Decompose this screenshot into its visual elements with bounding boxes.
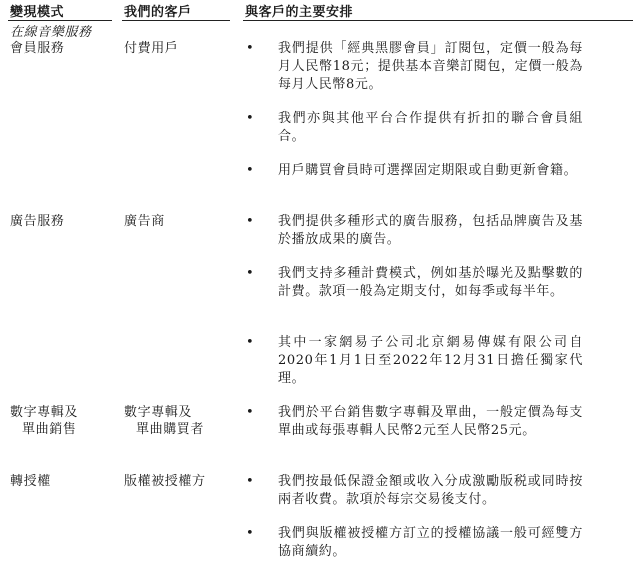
row-mode: 會員服務 <box>10 41 65 56</box>
row-mode: 廣告服務 <box>10 214 65 229</box>
row-customer: 版權被授權方 <box>124 474 206 489</box>
table-header <box>0 0 640 22</box>
bullet-icon: • <box>246 214 254 229</box>
bullet-icon: • <box>246 163 254 178</box>
header-customers: 我們的客戶 <box>124 5 192 20</box>
row-mode: 轉授權 <box>10 474 51 489</box>
bullet-icon: • <box>246 266 254 281</box>
bullet-icon: • <box>246 335 254 350</box>
row-customer-line-2: 單曲購買者 <box>136 422 205 437</box>
arrangement-item: 我們於平台銷售數字專輯及單曲，一般定價為每支單曲或每張專輯人民幣2元至人民幣25元。 <box>278 405 583 438</box>
bullet-icon: • <box>246 474 254 489</box>
arrangement-item: 其中一家網易子公司北京網易傳媒有限公司自2020年1月1日至2022年12月31日擔任獨家代理。 <box>278 335 583 386</box>
arrangement-item: 我們與版權被授權方訂立的授權協議一般可經雙方協商續約。 <box>278 526 583 559</box>
arrangement-item: 我們亦與其他平台合作提供有折扣的聯合會員組合。 <box>278 111 583 144</box>
arrangement-item: 我們支持多種計費模式，例如基於曝光及點擊數的計費。款項一般為定期支付，如每季或每半年。 <box>278 266 583 299</box>
row-customer: 付費用戶 <box>124 41 179 56</box>
bullet-icon: • <box>246 111 254 126</box>
row-mode-line-1: 數字專輯及 <box>10 405 79 420</box>
arrangement-item: 我們按最低保證金額或收入分成激勵版税或同時按兩者收費。款項於每宗交易後支付。 <box>278 474 583 507</box>
bullet-icon: • <box>246 41 254 56</box>
header-rule-2 <box>122 20 230 21</box>
bullet-icon: • <box>246 405 254 420</box>
header-monetization-mode: 變現模式 <box>10 5 65 20</box>
header-arrangements: 與客戶的主要安排 <box>245 5 354 20</box>
arrangement-item: 用戶購買會員時可選擇固定期限或自動更新會籍。 <box>278 163 578 178</box>
row-customer-line-1: 數字專輯及 <box>124 405 193 420</box>
row-mode-line-2: 單曲銷售 <box>22 422 77 437</box>
arrangement-item: 我們提供多種形式的廣告服務，包括品牌廣告及基於播放成果的廣告。 <box>278 214 583 247</box>
section-label: 在線音樂服務 <box>10 25 92 40</box>
bullet-icon: • <box>246 526 254 541</box>
header-rule-3 <box>243 20 633 21</box>
arrangement-item: 我們提供「經典黑膠會員」訂閱包，定價一般為每月人民幣18元；提供基本音樂訂閱包，定價一般為每月人民幣8元。 <box>278 41 583 92</box>
row-customer: 廣告商 <box>124 214 165 229</box>
